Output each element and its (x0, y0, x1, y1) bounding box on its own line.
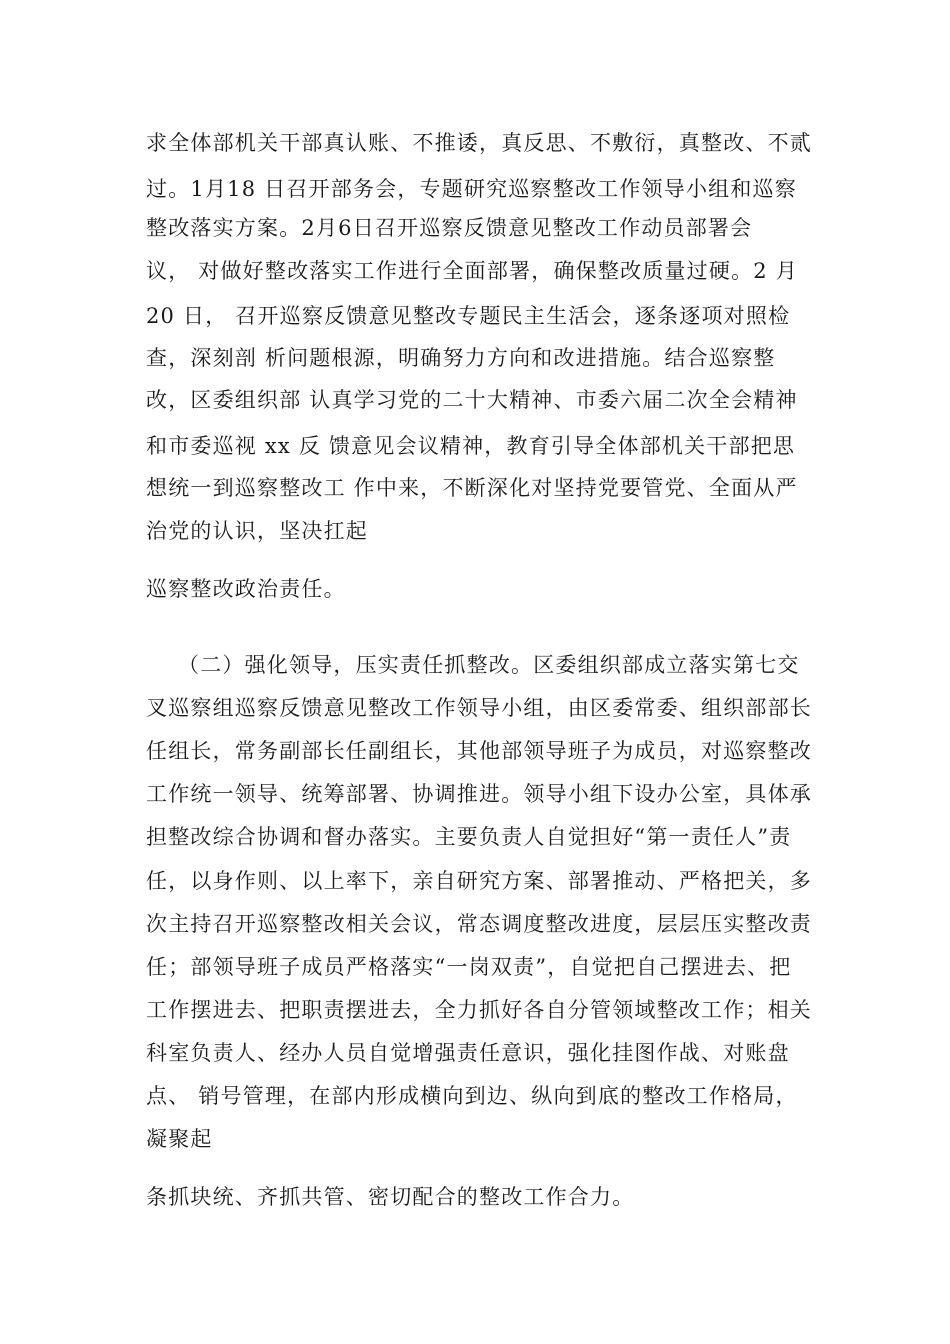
text-line: 凝聚起 (146, 1127, 213, 1151)
text-line: 点、 销号管理，在部内形成横向到边、纵向到底的整改工作格局， (146, 1084, 798, 1108)
text-line: 想统一到巡察整改工 作中来，不断深化对坚持党要管党、全面从严 (146, 476, 798, 500)
text-line: 整改落实方案。2月6日召开巡察反馈意见整改工作动员部署会 (146, 216, 753, 240)
text-line: 次主持召开巡察整改相关会议，常态调度整改进度，层层压实整改责 (146, 912, 812, 936)
text-line: 改，区委组织部 认真学习党的二十大精神、市委六届二次全会精神 (146, 388, 798, 412)
text-line: （二）强化领导，压实责任抓整改。区委组织部成立落实第七交 (178, 653, 800, 677)
text-line: 和市委巡视 xx 反 馈意见会议精神，教育引导全体部机关干部把思 (146, 434, 796, 458)
text-line: 治党的认识，坚决扛起 (146, 519, 368, 543)
text-line: 工作统一领导、统筹部署、协调推进。领导小组下设办公室，具体承 (146, 782, 812, 806)
text-line: 查，深刻剖 析问题根源，明确努力方向和改进措施。结合巡察整 (146, 346, 776, 370)
text-line: 求全体部机关干部真认账、不推诿，真反思、不敷衍，真整改、不贰 (146, 131, 812, 155)
text-line: 任；部领导班子成员严格落实“一岗双责”，自觉把自己摆进去、把 (146, 955, 792, 979)
text-line: 工作摆进去、把职责摆进去，全力抓好各自分管领域整改工作；相关 (146, 998, 812, 1022)
text-line: 任，以身作则、以上率下，亲自研究方案、部署推动、严格把关，多 (146, 869, 812, 893)
text-line: 条抓块统、齐抓共管、密切配合的整改工作合力。 (146, 1185, 635, 1209)
text-line: 叉巡察组巡察反馈意见整改工作领导小组，由区委常委、组织部部长 (146, 696, 812, 720)
text-line: 过。1月18 日召开部务会，专题研究巡察整改工作领导小组和巡察 (146, 177, 797, 201)
text-line: 科室负责人、经办人员自觉增强责任意识，强化挂图作战、对账盘 (146, 1041, 790, 1065)
text-line: 任组长，常务副部长任副组长，其他部领导班子为成员，对巡察整改 (146, 739, 812, 763)
text-line: 20 日， 召开巡察反馈意见整改专题民主生活会，逐条逐项对照检 (146, 304, 791, 328)
text-line: 巡察整改政治责任。 (146, 577, 346, 601)
text-line: 议， 对做好整改落实工作进行全面部署，确保整改质量过硬。2 月 (146, 259, 798, 283)
text-line: 担整改综合协调和督办落实。主要负责人自觉担好“第一责任人”责 (146, 825, 792, 849)
